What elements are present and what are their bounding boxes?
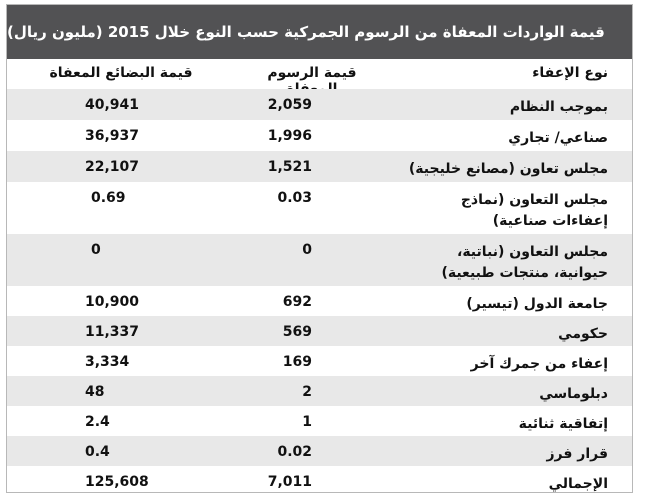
row-exemption-type: مجلس تعاون (مصانع خليجية) xyxy=(408,161,608,177)
row-exempt-fees: 692 xyxy=(282,294,312,310)
table-row xyxy=(7,406,632,436)
table-row xyxy=(7,234,632,286)
table-title: قيمة الواردات المعفاة من الرسوم الجمركية حسب النوع خلال 2015 (مليون ريال) xyxy=(7,5,632,59)
table-row xyxy=(7,182,632,234)
table-row xyxy=(7,346,632,376)
row-exemption-type: الإجمالي xyxy=(548,476,608,492)
row-exempt-fees: 2 xyxy=(302,384,312,400)
row-exempt-goods: 0.4 xyxy=(85,444,110,460)
header-exempt-fees: قيمة الرسوم xyxy=(267,65,357,81)
row-exemption-type: قرار فرز xyxy=(546,446,608,462)
row-exempt-goods: 2.4 xyxy=(85,414,110,430)
row-exemption-type: إعفاء من جمرك آخر xyxy=(470,356,608,372)
row-exempt-fees: 0 xyxy=(302,242,312,258)
row-exempt-fees: 1 xyxy=(302,414,312,430)
row-exempt-goods: 3,334 xyxy=(85,354,130,370)
row-exempt-fees: 0.03 xyxy=(277,190,312,206)
row-exempt-goods: 40,941 xyxy=(85,97,140,113)
table-row xyxy=(7,286,632,316)
row-exempt-fees: 1,521 xyxy=(267,159,312,175)
row-exempt-fees: 1,996 xyxy=(267,128,312,144)
row-exempt-fees: 0.02 xyxy=(277,444,312,460)
table-header-row xyxy=(7,59,632,89)
row-exempt-fees: 7,011 xyxy=(267,474,312,490)
row-exempt-goods: 10,900 xyxy=(85,294,140,310)
row-exempt-fees: 2,059 xyxy=(267,97,312,113)
row-exempt-goods: 36,937 xyxy=(85,128,140,144)
row-exempt-fees: 569 xyxy=(282,324,312,340)
row-exempt-goods: 22,107 xyxy=(85,159,140,175)
row-exempt-fees: 169 xyxy=(282,354,312,370)
row-exemption-type: حكومي xyxy=(558,326,608,342)
row-exempt-goods: 0 xyxy=(91,242,101,258)
table-row xyxy=(7,120,632,151)
row-exemption-type: مجلس التعاون (نباتية، حيوانية، منتجات طبيعية) xyxy=(441,244,608,281)
row-exemption-type: جامعة الدول (تيسير) xyxy=(466,296,608,312)
table-row xyxy=(7,89,632,120)
row-exemption-type: مجلس التعاون (نماذج إعفاءات صناعية) xyxy=(460,192,608,229)
table-body xyxy=(7,89,632,496)
row-exempt-goods: 0.69 xyxy=(91,190,126,206)
row-exemption-type: إتفاقية ثنائية xyxy=(518,416,608,432)
exemption-table xyxy=(6,4,633,493)
table-row xyxy=(7,376,632,406)
table-row-total xyxy=(7,466,632,496)
row-exempt-goods: 125,608 xyxy=(85,474,149,490)
header-exemption-type: نوع الإعفاء xyxy=(532,65,608,81)
row-exemption-type: صناعي/ تجاري xyxy=(508,130,608,146)
table-row xyxy=(7,316,632,346)
table-row xyxy=(7,151,632,182)
row-exempt-goods: 11,337 xyxy=(85,324,140,340)
row-exemption-type: دبلوماسي xyxy=(539,386,608,402)
header-exempt-goods: قيمة البضائع المعفاة xyxy=(49,65,193,81)
row-exemption-type: بموجب النظام xyxy=(509,99,608,115)
table-row xyxy=(7,436,632,466)
row-exempt-goods: 48 xyxy=(85,384,105,400)
